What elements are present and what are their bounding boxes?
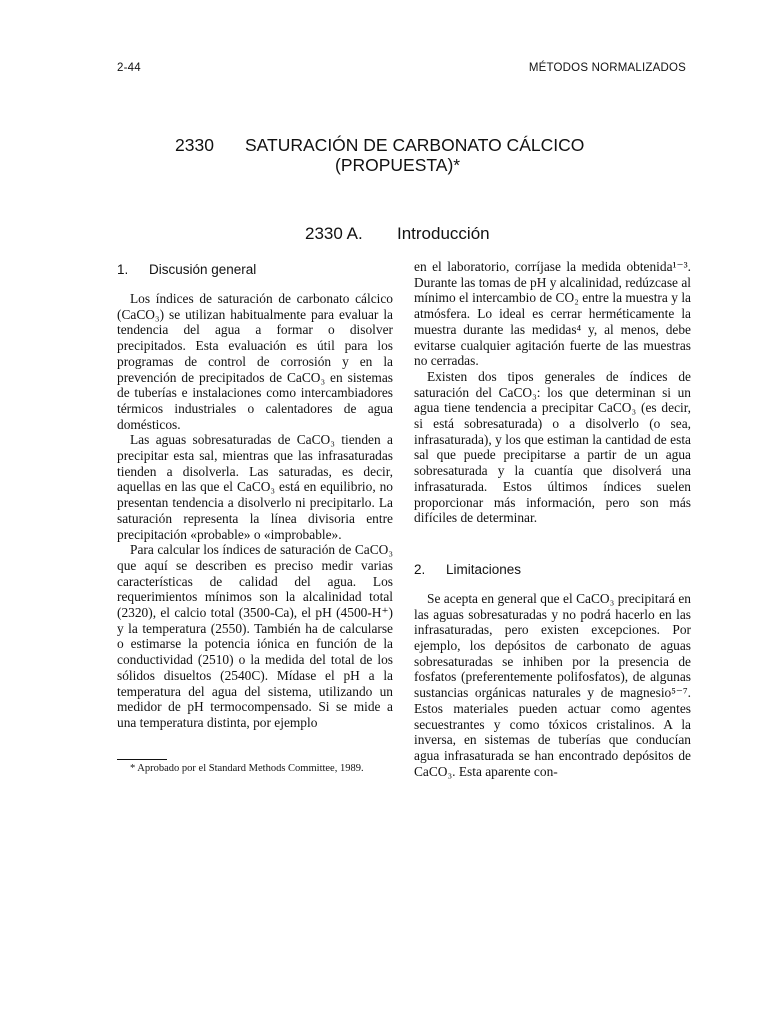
section-number: 1.	[117, 262, 129, 277]
page-number: 2-44	[117, 62, 141, 74]
title-line-1: SATURACIÓN DE CARBONATO CÁLCICO	[245, 135, 585, 155]
paragraph: Existen dos tipos generales de índices de saturación del CaCO₃: los que determinan si un agua tiene tendencia a precipitar CaCO₃ (es decir, si está sobresaturada) o a disolverlo (o sea, infrasaturada), y los que estiman la cantidad de esta sal que puede precipitarse a partir de un agua sobresaturada y la cuantía que disolverá una infrasaturada. Estos últimos índices suelen proporcionar más información, pero son más difíciles de determinar.	[414, 368, 691, 526]
footnote: * Aprobado por el Standard Methods Committee, 1989.	[130, 762, 364, 774]
section-heading-limitaciones	[414, 562, 691, 577]
subtitle-text: Introducción	[397, 224, 490, 243]
footnote-rule	[117, 759, 167, 760]
paragraph: Los índices de saturación de carbonato cálcico (CaCO₃) se utilizan habitualmente para evaluar la tendencia del agua a formar o disolver precipitados. Esta evaluación es útil para los programas de control de corrosión y en la prevención de precipitados de CaCO₃ en sistemas de tuberías e instalaciones como intercambiadores térmicos industriales o calentadores de agua domésticos.	[117, 291, 393, 432]
paragraph: Las aguas sobresaturadas de CaCO₃ tienden a precipitar esta sal, mientras que las infrasaturadas tienden a disolverla. Las saturadas, es decir, aquellas en las que el CaCO₃ está en equilibrio, no presentan tendencia a disolverlo ni precipitarlo. La saturación representa la línea divisoria entre precipitación «probable» o «improbable».	[117, 432, 393, 542]
title-number: 2330	[175, 135, 214, 155]
section-heading-discusion	[117, 262, 393, 277]
section-heading-text: Limitaciones	[446, 561, 522, 577]
title-line-2: (PROPUESTA)*	[335, 155, 461, 175]
running-section-title: MÉTODOS NORMALIZADOS	[528, 62, 686, 74]
left-column	[117, 259, 393, 775]
paragraph: Para calcular los índices de saturación de CaCO₃ que aquí se describen es preciso medir varias características de calidad del agua. Los requerimientos mínimos son la alcalinidad total (2320), el calcio total (3500-Ca), el pH (4500-H⁺) y la temperatura (2550). También ha de calcularse o estimarse la potencia iónica en función de la conductividad (2510) o la medida del total de los sólidos disueltos (2540C). Mídase el pH a la temperatura del agua del sistema, utilizando un medidor de pH termocompensado. Si se mide a una temperatura distinta, por ejemplo	[117, 542, 393, 730]
paragraph: Se acepta en general que el CaCO₃ precipitará en las aguas sobresaturadas y no podrá hacerlo en las infrasaturadas, pero existen excepciones. Por ejemplo, los depósitos de carbonato de aguas sobresaturadas se inhiben por la presencia de fosfatos (preferentemente polifosfatos), de algunas sustancias orgánicas naturales y de magnesio⁵⁻⁷. Estos materiales pueden actuar como agentes secuestrantes y como tóxicos cristalinos. A la inversa, en sistemas de tuberías que conducían agua infrasaturada se han encontrado depósitos de CaCO₃. Esta aparente con-	[414, 590, 691, 779]
subtitle-number: 2330 A.	[305, 224, 363, 243]
section-heading-text: Discusión general	[149, 262, 257, 277]
right-column	[414, 259, 691, 779]
section-number: 2.	[414, 561, 426, 577]
paragraph-continued: en el laboratorio, corríjase la medida obtenida¹⁻³. Durante las tomas de pH y alcalinidad, redúzcase al mínimo el intercambio de CO₂ entre la muestra y la atmósfera. Lo ideal es cerrar herméticamente la muestra durante las medidas⁴ y, al menos, debe evitarse cualquier agitación fuerte de las muestras no cerradas.	[414, 259, 691, 369]
